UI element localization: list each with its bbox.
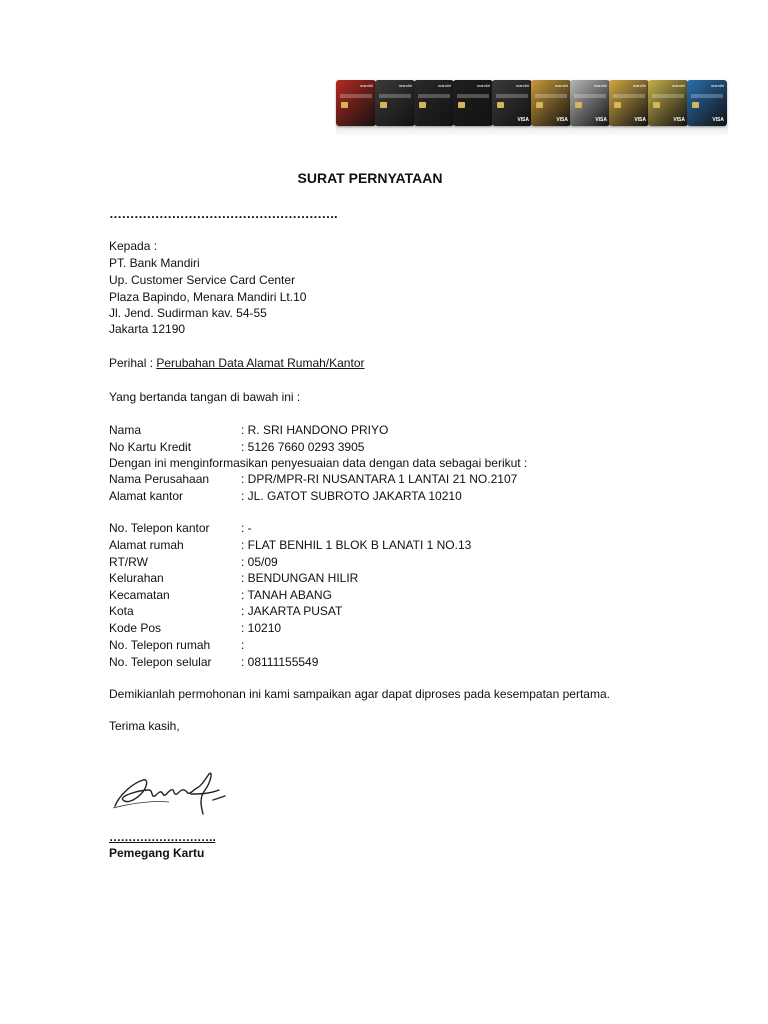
field-value: : TANAH ABANG (241, 588, 332, 602)
card-chip (653, 102, 660, 108)
card-logo: mandiri (359, 83, 373, 88)
credit-card-image (453, 80, 493, 126)
card-logo: mandiri (398, 83, 412, 88)
field-label: Kode Pos (109, 621, 162, 635)
card-logo: mandiri (437, 83, 451, 88)
field-value: : FLAT BENHIL 1 BLOK B LANATI 1 NO.13 (241, 538, 472, 552)
credit-card-image (609, 80, 649, 126)
card-logo: mandiri (554, 83, 568, 88)
card-logo: mandiri (632, 83, 646, 88)
field-label: Kelurahan (109, 571, 164, 585)
card-logo: mandiri (593, 83, 607, 88)
card-brand: VISA (634, 117, 646, 123)
field-label: No. Telepon kantor (109, 521, 210, 535)
closing-text: Demikianlah permohonan ini kami sampaikan agar dapat diproses pada kesempatan pertama. (109, 687, 610, 701)
card-brand: VISA (517, 117, 529, 123)
field-value: : 10210 (241, 621, 282, 635)
credit-card-image (531, 80, 571, 126)
subject-value: Perubahan Data Alamat Rumah/Kantor (156, 356, 365, 370)
recipient-line: Kepada : (109, 239, 158, 253)
card-stripe (340, 94, 372, 98)
recipient-line: PT. Bank Mandiri (109, 256, 200, 270)
card-chip (419, 102, 426, 108)
card-stripe (379, 94, 411, 98)
date-placeholder: ………………………………………………. (109, 206, 338, 221)
credit-card-image (492, 80, 532, 126)
field-value: : 5126 7660 0293 3905 (241, 440, 365, 454)
card-stripe (535, 94, 567, 98)
field-row (109, 655, 318, 669)
field-row (109, 638, 244, 652)
card-stripe (691, 94, 723, 98)
card-chip (497, 102, 504, 108)
card-logo: mandiri (710, 83, 724, 88)
field-label: Nama (109, 423, 142, 437)
thanks-text: Terima kasih, (109, 719, 180, 733)
field-value: : 08111155549 (241, 655, 319, 669)
banner-reflection (336, 126, 728, 136)
field-label: Alamat rumah (109, 538, 184, 552)
credit-card-image (414, 80, 454, 126)
recipient-line: Jl. Jend. Sudirman kav. 54-55 (109, 306, 267, 320)
field-label: No Kartu Kredit (109, 440, 192, 454)
credit-card-image (375, 80, 415, 126)
handwritten-signature (109, 760, 239, 828)
field-row (109, 555, 278, 569)
card-chip (341, 102, 348, 108)
field-label: Kecamatan (109, 588, 170, 602)
field-value: : BENDUNGAN HILIR (241, 571, 359, 585)
field-value: : - (241, 521, 252, 535)
card-stripe (457, 94, 489, 98)
card-stripe (574, 94, 606, 98)
field-value: : DPR/MPR-RI NUSANTARA 1 LANTAI 21 NO.2107 (241, 472, 518, 486)
card-chip (380, 102, 387, 108)
card-chip (458, 102, 465, 108)
card-logo: mandiri (476, 83, 490, 88)
credit-card-banner (336, 76, 728, 136)
field-value: : JAKARTA PUSAT (241, 604, 343, 618)
card-logo: mandiri (671, 83, 685, 88)
field-value: : JL. GATOT SUBROTO JAKARTA 10210 (241, 489, 462, 503)
card-stripe (496, 94, 528, 98)
card-chip (692, 102, 699, 108)
field-row (109, 588, 332, 602)
field-row (109, 521, 252, 535)
field-row (109, 538, 471, 552)
field-label: Alamat kantor (109, 489, 184, 503)
recipient-line: Up. Customer Service Card Center (109, 273, 296, 287)
card-stripe (418, 94, 450, 98)
field-value: : (241, 638, 245, 652)
field-label: Nama Perusahaan (109, 472, 210, 486)
letter-title: SURAT PERNYATAAN (297, 170, 443, 186)
credit-card-image (648, 80, 688, 126)
field-row (109, 571, 358, 585)
credit-card-image (687, 80, 727, 126)
field-row (109, 604, 342, 618)
card-brand: VISA (673, 117, 685, 123)
card-chip (575, 102, 582, 108)
field-row (109, 423, 388, 437)
credit-card-image (570, 80, 610, 126)
field-value: : R. SRI HANDONO PRIYO (241, 423, 389, 437)
recipient-line: Jakarta 12190 (109, 322, 186, 336)
field-row (109, 621, 281, 635)
card-brand: VISA (712, 117, 724, 123)
card-stripe (613, 94, 645, 98)
field-row (109, 440, 364, 454)
subject-line (109, 356, 364, 370)
info-line: Dengan ini menginformasikan penyesuaian data dengan data sebagai berikut : (109, 456, 528, 470)
field-label: No. Telepon selular (109, 655, 212, 669)
cardholder-label: Pemegang Kartu (109, 846, 205, 860)
field-value: : 05/09 (241, 555, 278, 569)
field-row (109, 489, 462, 503)
card-stripe (652, 94, 684, 98)
field-label: Kota (109, 604, 134, 618)
field-label: RT/RW (109, 555, 148, 569)
field-label: No. Telepon rumah (109, 638, 211, 652)
intro-text: Yang bertanda tangan di bawah ini : (109, 390, 301, 404)
credit-card-image (336, 80, 376, 126)
card-chip (536, 102, 543, 108)
card-logo: mandiri (515, 83, 529, 88)
card-brand: VISA (595, 117, 607, 123)
card-brand: VISA (556, 117, 568, 123)
subject-label: Perihal : (109, 356, 157, 370)
card-chip (614, 102, 621, 108)
field-row (109, 472, 517, 486)
recipient-line: Plaza Bapindo, Menara Mandiri Lt.10 (109, 290, 307, 304)
signature-line: ………………………. (109, 830, 216, 844)
